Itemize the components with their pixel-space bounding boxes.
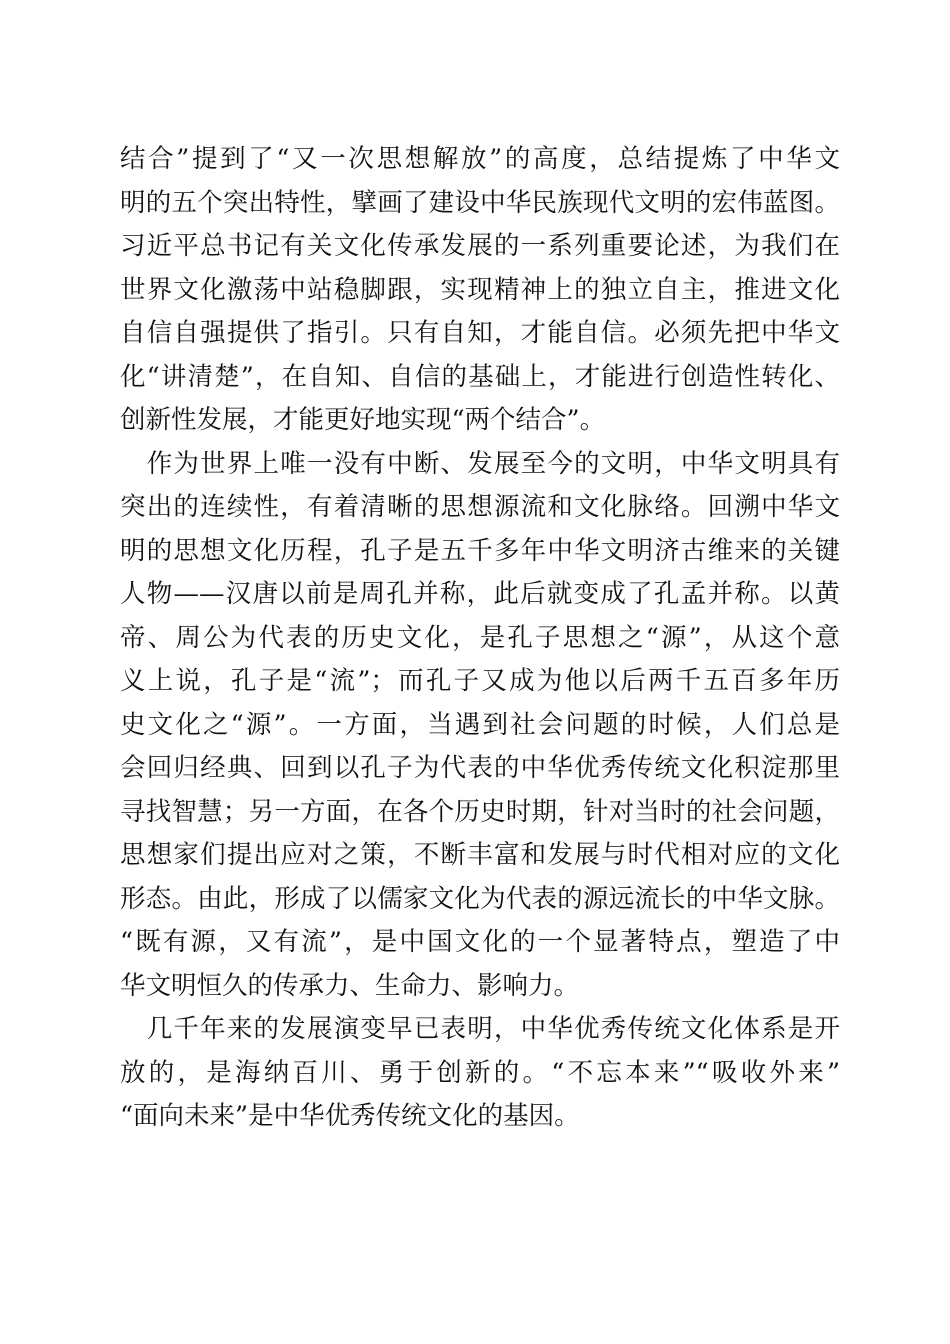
text-line: 结合”提到了“又一次思想解放”的高度，总结提炼了中华文 (120, 144, 840, 174)
text-line: 人物——汉唐以前是周孔并称，此后就变成了孔孟并称。以黄 (120, 579, 840, 609)
text-line: 义上说，孔子是“流”；而孔子又成为他以后两千五百多年历 (120, 666, 840, 696)
text-line: 几千年来的发展演变早已表明，中华优秀传统文化体系是开 (120, 1014, 840, 1044)
text-line: 创新性发展，才能更好地实现“两个结合”。 (120, 405, 606, 435)
text-line: 放的，是海纳百川、勇于创新的。“不忘本来”“吸收外来” (120, 1057, 840, 1088)
text-line: 思想家们提出应对之策，不断丰富和发展与时代相对应的文化 (120, 840, 840, 870)
text-line: 明的思想文化历程，孔子是五千多年中华文明济古维来的关键 (120, 535, 840, 566)
text-line: 作为世界上唯一没有中断、发展至今的文明，中华文明具有 (120, 448, 840, 479)
text-line: 史文化之“源”。一方面，当遇到社会问题的时候，人们总是 (120, 709, 840, 740)
text-line: 形态。由此，形成了以儒家文化为代表的源远流长的中华文脉。 (120, 883, 840, 914)
text-line: 世界文化激荡中站稳脚跟，实现精神上的独立自主，推进文化 (120, 274, 840, 305)
text-line: “面向未来”是中华优秀传统文化的基因。 (120, 1101, 580, 1131)
text-line: 寻找智慧；另一方面，在各个历史时期，针对当时的社会问题， (120, 796, 840, 827)
text-line: 华文明恒久的传承力、生命力、影响力。 (120, 970, 580, 1001)
text-line: 自信自强提供了指引。只有自知，才能自信。必须先把中华文 (120, 318, 840, 348)
text-line: 习近平总书记有关文化传承发展的一系列重要论述，为我们在 (120, 231, 840, 261)
body-text (120, 138, 840, 1139)
text-line: 明的五个突出特性，擘画了建设中华民族现代文明的宏伟蓝图。 (120, 187, 840, 218)
text-line: “既有源，又有流”，是中国文化的一个显著特点，塑造了中 (120, 927, 840, 957)
text-line: 帝、周公为代表的历史文化，是孔子思想之“源”，从这个意 (120, 622, 840, 653)
text-line: 化“讲清楚”，在自知、自信的基础上，才能进行创造性转化、 (120, 361, 840, 392)
text-line: 会回归经典、回到以孔子为代表的中华优秀传统文化积淀那里 (120, 753, 840, 783)
text-line: 突出的连续性，有着清晰的思想源流和文化脉络。回溯中华文 (120, 492, 840, 522)
